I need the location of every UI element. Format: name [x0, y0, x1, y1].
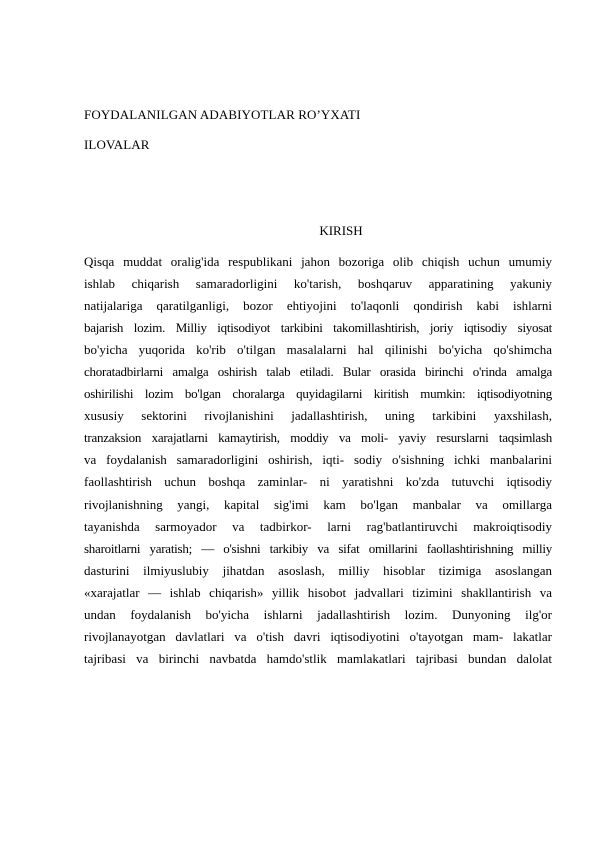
body-paragraph	[84, 251, 552, 670]
body-line: faollashtirish uchun boshqa zaminlar- ni yaratishni ko'zda tutuvchi iqtisodiy	[84, 474, 552, 490]
body-line: sharoitlarni yaratish; — o'sishni tarkibiy va sifat omillarini faollashtirishning milliy	[84, 540, 552, 556]
body-line: «xarajatlar — ishlab chiqarish» yillik hisobot jadvallari tizimini shakllantirish va	[84, 584, 552, 600]
body-line: undan foydalanish bo'yicha ishlarni jadallashtirish lozim. Dunyoning ilg'or	[84, 606, 552, 622]
body-line: tayanishda sarmoyador va tadbirkor- larni rag'batlantiruvchi makroiqtisodiy	[84, 518, 552, 534]
body-line: bo'yicha yuqorida ko'rib o'tilgan masalalarni hal qilinishi bo'yicha qo'shimcha	[84, 342, 552, 358]
body-line: va foydalanish samaradorligini oshirish, iqti- sodiy o'sishning ichki manbalarini	[84, 452, 552, 468]
body-line: bajarish lozim. Milliy iqtisodiyot tarkibini takomillashtirish, joriy iqtisodiy siyosat	[84, 320, 552, 336]
body-line: ishlab chiqarish samaradorligini ko'tarish, boshqaruv apparatining yakuniy	[84, 276, 552, 292]
body-line: oshirilishi lozim bo'lgan choralarga quyidagilarni kiritish mumkin: iqtisodiyotning	[84, 386, 552, 402]
body-line: tranzaksion xarajatlarni kamaytirish, moddiy va moli- yaviy resurslarni taqsimlash	[84, 430, 552, 446]
body-line: Qisqa muddat oralig'ida respublikani jahon bozoriga olib chiqish uchun umumiy	[84, 254, 552, 269]
body-line: xususiy sektorini rivojlanishini jadallashtirish, uning tarkibini yaxshilash,	[84, 408, 552, 424]
body-line: natijalariga qaratilganligi, bozor ehtiyojini to'laqonli qondirish kabi ishlarni	[84, 298, 552, 314]
body-line: dasturini ilmiyuslubiy jihatdan asoslash, milliy hisoblar tizimiga asoslangan	[84, 562, 552, 578]
body-line: choratadbirlarni amalga oshirish talab etiladi. Bular orasida birinchi o'rinda amalga	[84, 364, 552, 380]
body-line: rivojlanayotgan davlatlari va o'tish davri iqtisodiyotini o'tayotgan mam- lakatlar	[84, 628, 552, 644]
section-title: KIRISH	[319, 223, 363, 238]
toc-entry-bibliography[interactable]: FOYDALANILGAN ADABIYOTLAR RO’YXATI	[84, 107, 361, 122]
body-line: rivojlanishning yangi, kapital sig'imi kam bo'lgan manbalar va omillarga	[84, 496, 552, 512]
body-line: tajribasi va birinchi navbatda hamdo'stlik mamlakatlari tajribasi bundan dalolat	[84, 650, 552, 666]
toc-entry-appendices[interactable]: ILOVALAR	[84, 137, 150, 152]
section-heading	[84, 223, 552, 239]
